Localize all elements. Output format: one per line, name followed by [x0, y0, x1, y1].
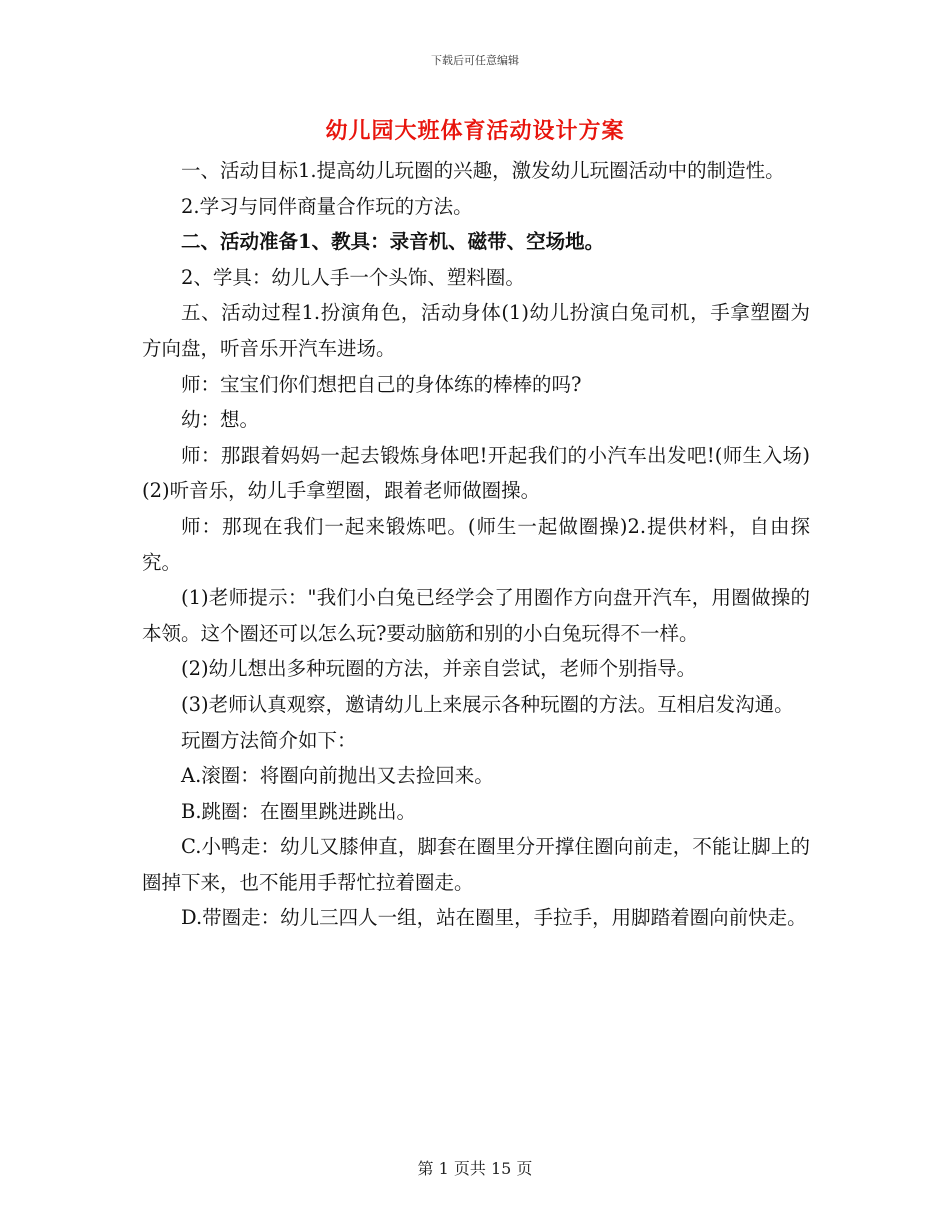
- paragraph: 玩圈方法简介如下：: [181, 728, 357, 752]
- paragraph: (2)幼儿想出多种玩圈的方法，并亲自尝试，老师个别指导。: [181, 657, 697, 681]
- paragraph: 2、学具：幼儿人手一个头饰、塑料圈。: [181, 265, 525, 289]
- paragraph: (1)老师提示："我们小白兔已经学会了用圈作方向盘开汽车，用圈做操的本领。这个圈还可以怎么玩?要动脑筋和别的小白兔玩得不一样。: [142, 586, 810, 645]
- document-title: 幼儿园大班体育活动设计方案: [325, 118, 625, 144]
- paragraph: 一、活动目标1.提高幼儿玩圈的兴趣，激发幼儿玩圈活动中的制造性。: [181, 159, 785, 182]
- paragraph: 五、活动过程1.扮演角色，活动身体(1)幼儿扮演白兔司机，手拿塑圈为方向盘，听音乐开汽车进场。: [142, 301, 810, 360]
- paragraph: B.跳圈：在圈里跳进跳出。: [181, 799, 417, 823]
- paragraph: 师：宝宝们你们想把自己的身体练的棒棒的吗?: [181, 372, 582, 396]
- paragraph: 师：那现在我们一起来锻炼吧。(师生一起做圈操)2.提供材料，自由探究。: [142, 514, 810, 574]
- paragraph: C.小鸭走：幼儿又膝伸直，脚套在圈里分开撑住圈向前走，不能让脚上的圈掉下来，也不能用手帮忙拉着圈走。: [142, 835, 810, 894]
- paragraph: 幼：想。: [181, 408, 260, 432]
- paragraph: D.带圈走：幼儿三四人一组，站在圈里，手拉手，用脚踏着圈向前快走。: [181, 906, 807, 930]
- paragraph: (3)老师认真观察，邀请幼儿上来展示各种玩圈的方法。互相启发沟通。: [181, 692, 794, 716]
- document-body: [142, 153, 810, 936]
- paragraph-bold: 二、活动准备1、教具：录音机、磁带、空场地。: [181, 230, 605, 254]
- paragraph: 师：那跟着妈妈一起去锻炼身体吧!开起我们的小汽车出发吧!(师生入场)(2)听音乐，幼儿手拿塑圈，跟着老师做圈操。: [142, 443, 810, 503]
- paragraph: A.滚圈：将圈向前抛出又去捡回来。: [181, 764, 494, 788]
- paragraph: 2.学习与同伴商量合作玩的方法。: [181, 194, 473, 218]
- page-header-note: 下载后可任意编辑: [431, 54, 519, 67]
- page-number: 第 1 页共 15 页: [417, 1159, 533, 1178]
